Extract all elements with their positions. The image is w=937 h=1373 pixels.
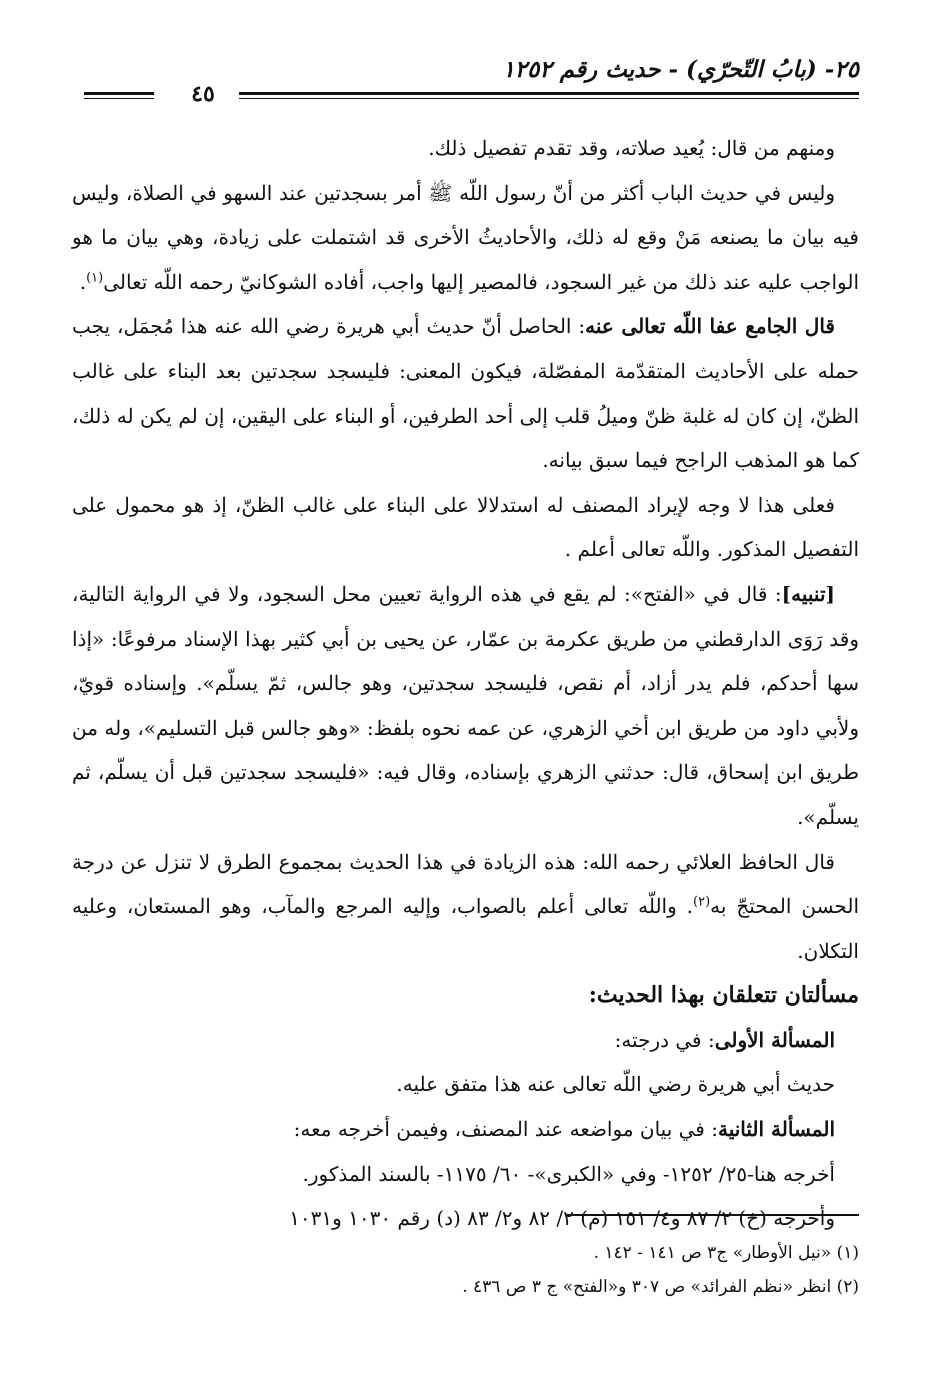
paragraph: قال الحافظ العلائي رحمه الله: هذه الزيادة في هذا الحديث بمجموع الطرق لا تنزل عن درجة الحسن المحتجّ به$^{(٢)}$. واللّه تعالى أعلم بالصواب، وإليه المرجع والمآب، وهو المستعان، وعليه التكلان. — [72, 849, 859, 963]
footnote: (١) «نيل الأوطار» ج٣ ص ١٤١ - ١٤٢ . — [593, 1243, 859, 1263]
footnote-ref[interactable]: (١) — [86, 270, 104, 286]
footnote: (٢) انظر «نظم الفرائد» ص ٣٠٧ و«الفتح» ج ٣ ص ٤٣٦ . — [462, 1277, 859, 1297]
paragraph: ومنهم من قال: يُعيد صلاته، وقد تقدم تفصيل ذلك. — [428, 136, 835, 160]
paragraph: قال الجامع عفا اللّه تعالى عنه: الحاصل أنّ حديث أبي هريرة رضي الله عنه هذا مُجمَل، يجب حمله على الأحاديث المتقدّمة المفصّلة، فيكون المعنى: فليسجد سجدتين بعد البناء على غالب الظنّ، إن كان له غلبة ظنّ وميلُ قلب إلى أحد الطرفين، أو البناء على اليقين، إن لم يكن له ذلك، كما هو المذهب الراجح فيما سبق بيانه. — [72, 314, 859, 473]
footnotes — [80, 1236, 859, 1304]
paragraph: فعلى هذا لا وجه لإيراد المصنف له استدلالا على البناء على غالب الظنّ، إذ هو محمول على التفصيل المذكور. واللّه تعالى أعلم . — [72, 492, 859, 562]
question-2: المسألة الثانية: في بيان مواضعه عند المصنف، وفيمن أخرجه معه: — [293, 1117, 835, 1142]
footnote-ref[interactable]: (٢) — [693, 894, 711, 910]
page-number: ٤٥ — [191, 81, 215, 107]
question-2-label: المسألة الثانية — [717, 1117, 835, 1142]
paragraph: حديث أبي هريرة رضي اللّه تعالى عنه هذا متفق عليه. — [396, 1072, 835, 1097]
paragraph: وأخرجه (خ) ٢/ ٨٧ و٤/ ١٥١ (م) ٢/ ٨٢ و٢/ ٨٣ (د) رقم ١٠٣٠ و١٠٣١ — [289, 1206, 835, 1231]
main-text — [72, 126, 859, 1241]
paragraph: وليس في حديث الباب أكثر من أنّ رسول اللّه ﷺ أمر بسجدتين عند السهو في الصلاة، وليس فيه بيان ما يصنعه مَنْ وقع له ذلك، والأحاديثُ الأخرى قد اشتملت على زيادة، وهي بيان ما هو الواجب عليه عند ذلك من غير السجود، فالمصير إليها واجب، أفاده الشوكانيّ رحمه اللّه تعالى$^{(١)}$. — [72, 180, 859, 294]
notice-label: [تنبيه] — [781, 581, 835, 606]
question-1-label: المسألة الأولى — [714, 1027, 835, 1052]
question-1: المسألة الأولى: في درجته: — [614, 1027, 835, 1052]
header-rule-short — [84, 92, 154, 99]
author-note-label: قال الجامع عفا اللّه تعالى عنه — [585, 314, 835, 339]
footnote-separator — [567, 1214, 859, 1216]
running-title: ٢٥- (بابُ التّحرّي) - حديث رقم ١٢٥٢ — [502, 56, 859, 83]
header-rule — [239, 92, 859, 99]
section-heading: مسألتان تتعلقان بهذا الحديث: — [588, 982, 859, 1009]
paragraph: [تنبيه]: قال في «الفتح»: لم يقع في هذه الرواية تعيين محل السجود، ولا في الرواية التالية، وقد رَوَى الدارقطني من طريق عكرمة بن عمّار، عن يحيى بن أبي كثير بهذا الإسناد مرفوعًا: «إذا سها أحدكم، فلم يدر أزاد، أم نقص، فليسجد سجدتين، وهو جالس، ثمّ يسلّم». وإسناده قويّ، ولأبي داود من طريق ابن أخي الزهري، عن عمه نحوه بلفظ: «وهو جالس قبل التسليم»، وله من طريق ابن إسحاق، قال: حدثني الزهري بإسناده، وقال فيه: «فليسجد سجدتين قبل أن يسلّم، ثم يسلّم». — [72, 581, 859, 829]
paragraph: أخرجه هنا-٢٥/ ١٢٥٢- وفي «الكبرى»- ٦٠/ ١١٧٥- بالسند المذكور. — [302, 1161, 835, 1186]
